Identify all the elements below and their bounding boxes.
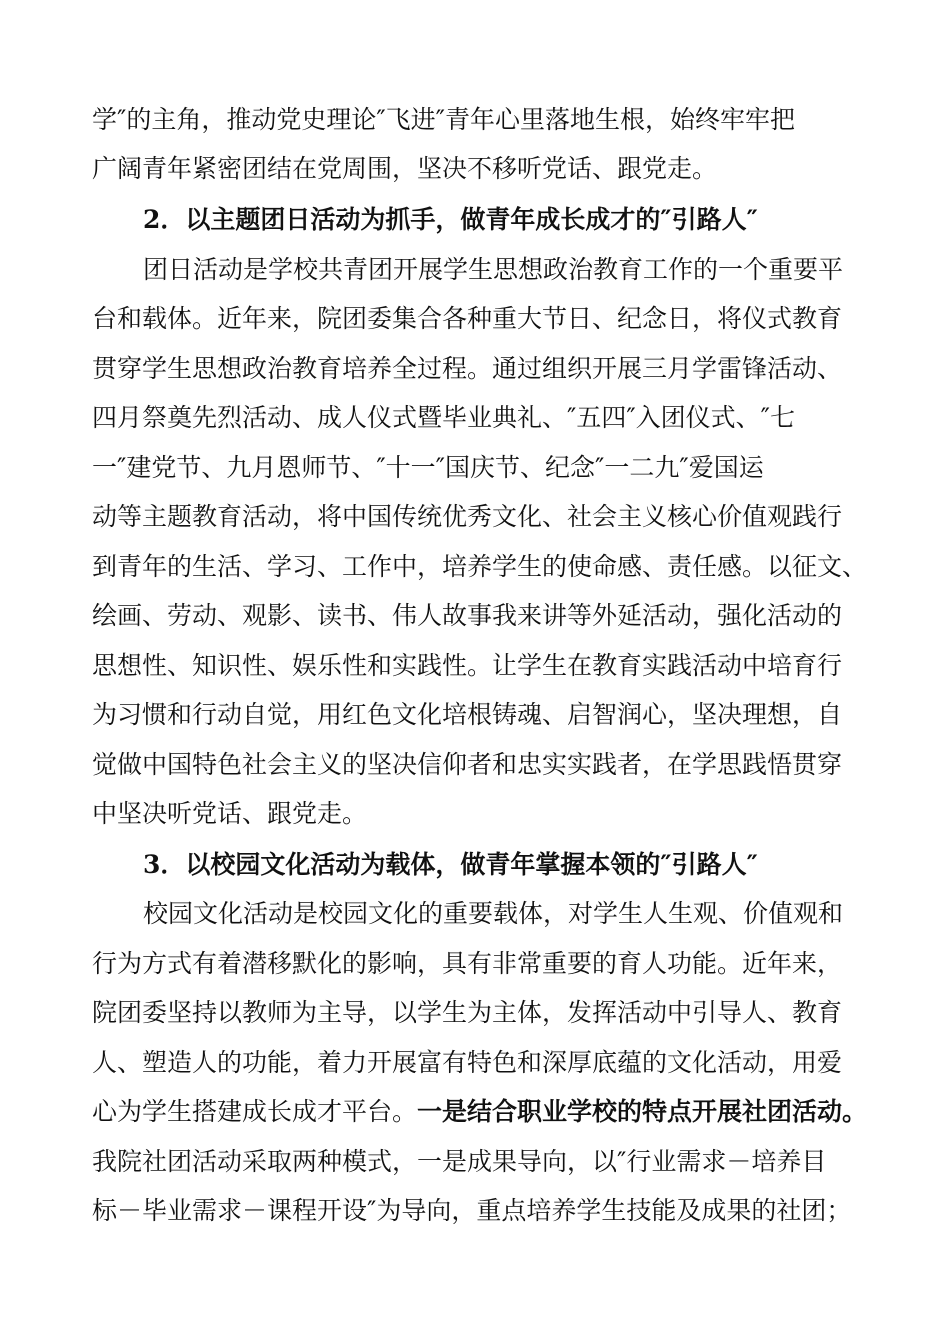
paragraph-line: 动等主题教育活动，将中国传统优秀文化、社会主义核心价值观践行 [92,502,843,531]
paragraph-line: 学″的主角，推动党史理论″飞进″青年心里落地生根，始终牢牢把 [92,105,796,134]
paragraph-line: 觉做中国特色社会主义的坚决信仰者和忠实实践者，在学思践悟贯穿 [92,750,843,779]
paragraph-line: 院团委坚持以教师为主导，以学生为主体，发挥活动中引导人、教育 [92,998,843,1027]
paragraph-line: 行为方式有着潜移默化的影响，具有非常重要的育人功能。近年来， [92,949,843,978]
paragraph-line: 人、塑造人的功能，着力开展富有特色和深厚底蕴的文化活动，用爱 [92,1048,843,1077]
bold-emphasis-text: 一是结合职业学校的特点开展社团活动。 [417,1097,868,1126]
paragraph-line: 思想性、知识性、娱乐性和实践性。让学生在教育实践活动中培育行 [92,651,843,680]
paragraph-line: 为习惯和行动自觉，用红色文化培根铸魂、启智润心，坚决理想，自 [92,700,843,729]
paragraph-line: 广阔青年紧密团结在党周围，坚决不移听党话、跟党走。 [92,154,718,183]
paragraph-line: 校园文化活动是校园文化的重要载体，对学生人生观、价值观和 [143,899,844,928]
paragraph-line: 贯穿学生思想政治教育培养全过程。通过组织开展三月学雷锋活动、 [92,354,843,383]
paragraph-line: 标－毕业需求－课程开设″为导向，重点培养学生技能及成果的社团； [92,1196,852,1225]
paragraph-line: 中坚决听党话、跟党走。 [92,799,368,828]
paragraph-line: 一″建党节、九月恩师节、″十一″国庆节、纪念″一二九″爱国运 [92,453,764,482]
section-heading-3: 3．以校园文化活动为载体，做青年掌握本领的″引路人″ [143,850,758,879]
paragraph-line: 团日活动是学校共青团开展学生思想政治教育工作的一个重要平 [143,255,844,284]
paragraph-line: 到青年的生活、学习、工作中，培养学生的使命感、责任感。以征文、 [92,552,868,581]
paragraph-line: 绘画、劳动、观影、读书、伟人故事我来讲等外延活动，强化活动的 [92,601,843,630]
normal-text: 心为学生搭建成长成才平台。 [92,1097,418,1126]
paragraph-line: 四月祭奠先烈活动、成人仪式暨毕业典礼、″五四″入团仪式、″七 [92,403,796,432]
section-heading-2: 2．以主题团日活动为抓手，做青年成长成才的″引路人″ [143,205,758,234]
paragraph-line: 我院社团活动采取两种模式，一是成果导向，以″行业需求－培养目 [92,1147,827,1176]
paragraph-line-mixed [92,1087,882,1136]
paragraph-line: 台和载体。近年来，院团委集合各种重大节日、纪念日，将仪式教育 [92,304,843,333]
